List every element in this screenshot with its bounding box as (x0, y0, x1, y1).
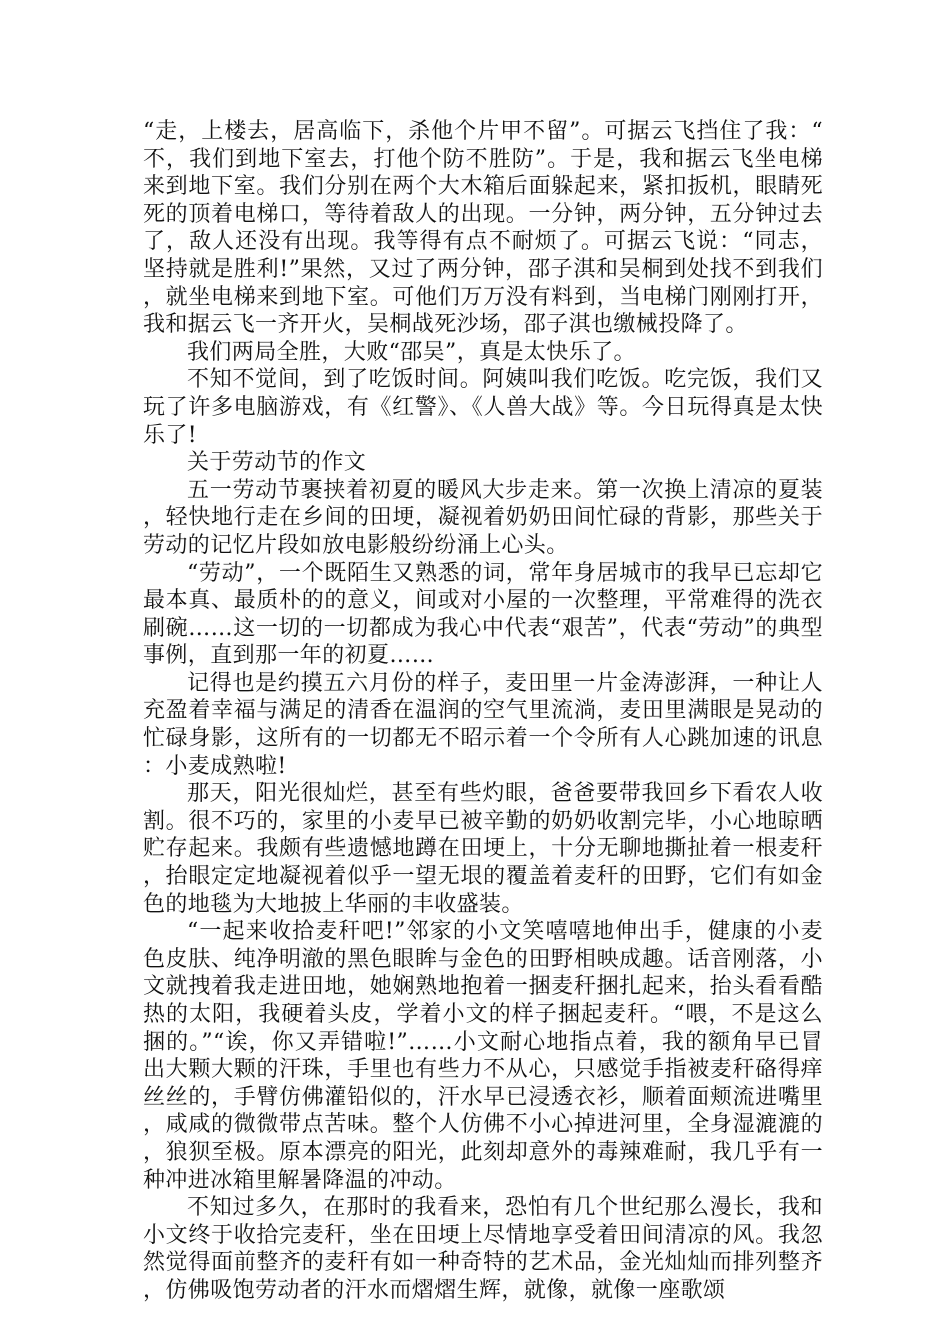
paragraph-1: “走，上楼去，居高临下，杀他个片甲不留”。可据云飞挡住了我：“不，我们到地下室去，打他个防不胜防”。于是，我和据云飞坐电梯来到地下室。我们分别在两个大木箱后面躲起来，紧扣扳机，眼睛死死的顶着电梯口，等待着敌人的出现。一分钟，两分钟，五分钟过去了，敌人还没有出现。我等得有点不耐烦了。可据云飞说：“同志，坚持就是胜利!”果然，又过了两分钟，邵子淇和吴桐到处找不到我们，就坐电梯来到地下室。可他们万万没有料到，当电梯门刚刚打开，我和据云飞一齐开火，吴桐战死沙场，邵子淇也缴械投降了。 (143, 119, 823, 338)
paragraph-9: “一起来收拾麦秆吧!”邻家的小文笑嘻嘻地伸出手，健康的小麦色皮肤、纯净明澈的黑色眼眸与金色的田野相映成趣。话音刚落，小文就拽着我走进田地，她娴熟地抱着一捆麦秆捆扎起来，抬头看看酷热的太阳，我硬着头皮，学着小文的样子捆起麦秆。“喂，不是这么捆的。”“诶，你又弄错啦!”……小文耐心地指点着，我的额角早已冒出大颗大颗的汗珠，手里也有些力不从心，只感觉手指被麦秆硌得痒丝丝的，手臂仿佛灌铅似的，汗水早已浸透衣衫，顺着面颊流进嘴里，咸咸的微微带点苦味。整个人仿佛不小心掉进河里，全身湿漉漉的，狼狈至极。原本漂亮的阳光，此刻却意外的毒辣难耐，我几乎有一种冲进冰箱里解暑降温的冲动。 (143, 919, 823, 1193)
paragraph-7: 记得也是约摸五六月份的样子，麦田里一片金涛澎湃，一种让人充盈着幸福与满足的清香在温润的空气里流淌，麦田里满眼是晃动的忙碌身影，这所有的一切都无不昭示着一个令所有人心跳加速的讯息：小麦成熟啦! (143, 670, 823, 779)
paragraph-8: 那天，阳光很灿烂，甚至有些灼眼，爸爸要带我回乡下看农人收割。很不巧的，家里的小麦早已被辛勤的奶奶收割完毕，小心地晾晒贮存起来。我颇有些遗憾地蹲在田埂上，十分无聊地撕扯着一根麦秆，抬眼定定地凝视着似乎一望无垠的覆盖着麦秆的田野，它们有如金色的地毯为大地披上华丽的丰收盛装。 (143, 781, 823, 917)
essay-title: 关于劳动节的作文 (187, 450, 367, 476)
paragraph-6: “劳动”，一个既陌生又熟悉的词，常年身居城市的我早已忘却它最本真、最质朴的的意义，间或对小屋的一次整理，平常难得的洗衣刷碗……这一切的一切都成为我心中代表“艰苦”，代表“劳动”的典型事例，直到那一年的初夏…… (143, 560, 823, 669)
document-body (143, 118, 823, 1305)
paragraph-10: 不知过多久，在那时的我看来，恐怕有几个世纪那么漫长，我和小文终于收拾完麦秆，坐在田埂上尽情地享受着田间清凉的风。我忽然觉得面前整齐的麦秆有如一种奇特的艺术品，金光灿灿而排列整齐，仿佛吸饱劳动者的汗水而熠熠生辉，就像，就像一座歌颂 (143, 1195, 823, 1303)
paragraph-5: 五一劳动节裹挟着初夏的暖风大步走来。第一次换上清凉的夏装，轻快地行走在乡间的田埂，凝视着奶奶田间忙碌的背影，那些关于劳动的记忆片段如放电影般纷纷涌上心头。 (143, 477, 823, 558)
paragraph-2: 我们两局全胜，大败“邵吴”，真是太快乐了。 (187, 339, 636, 365)
paragraph-3: 不知不觉间，到了吃饭时间。阿姨叫我们吃饭。吃完饭，我们又玩了许多电脑游戏，有《红警》、《人兽大战》等。今日玩得真是太快乐了! (143, 367, 823, 448)
